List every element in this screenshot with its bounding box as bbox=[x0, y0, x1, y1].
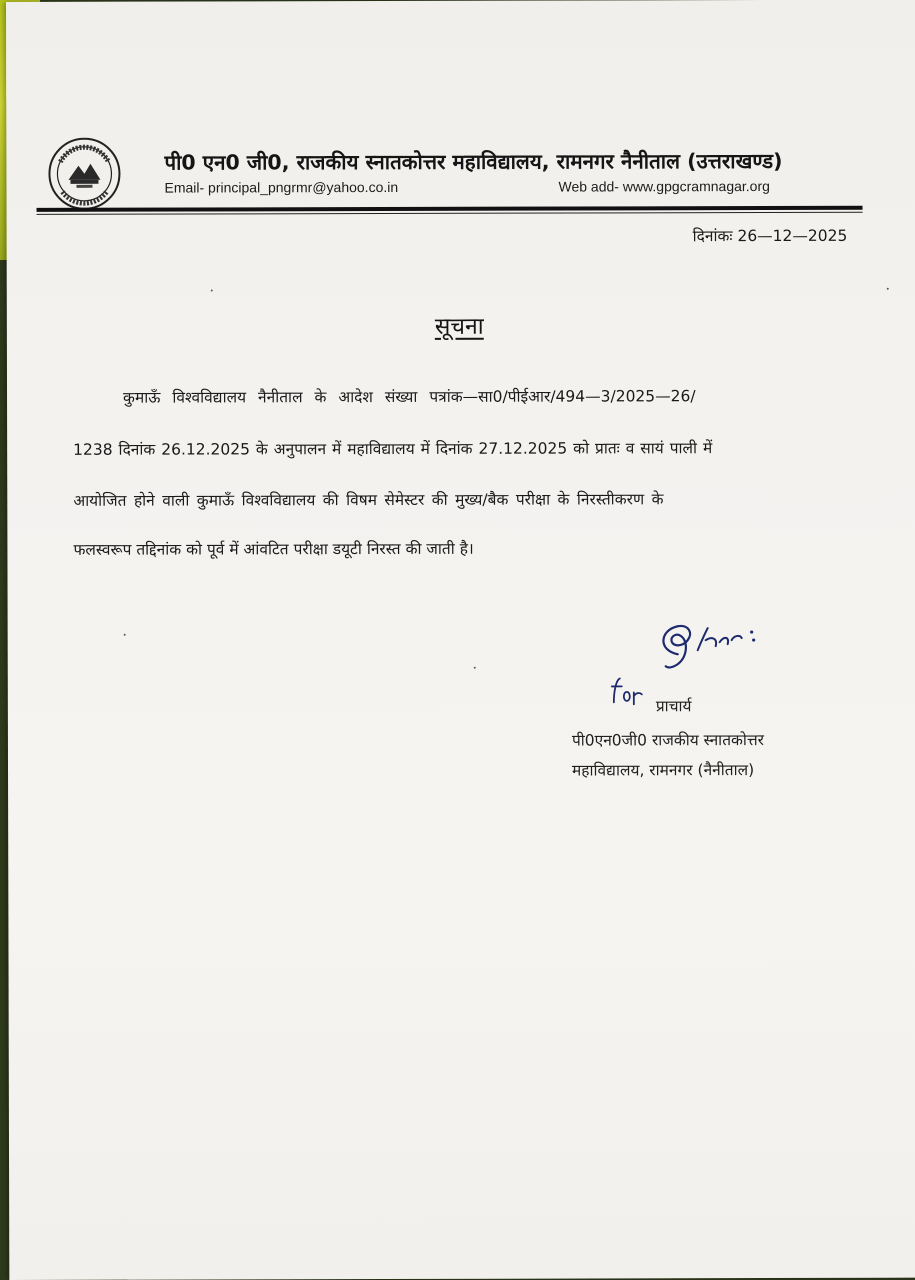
college-name: पी0 एन0 जी0, राजकीय स्नातकोत्तर महाविद्यालय, रामनगर नैनीताल (उत्तराखण्ड) bbox=[164, 148, 783, 175]
header-divider bbox=[37, 206, 863, 212]
notice-body-line: आयोजित होने वाली कुमाऊँ विश्वविद्यालय की विषम सेमेस्टर की मुख्य/बैक परीक्षा के निरस्तीकरण के bbox=[73, 490, 664, 510]
paper-speck bbox=[211, 289, 213, 291]
paper-speck bbox=[124, 634, 126, 636]
signatory-institution: पी0एन0जी0 राजकीय स्नातकोत्तर bbox=[571, 731, 765, 750]
signatory-title: प्राचार्य bbox=[655, 697, 692, 716]
paper-speck bbox=[474, 667, 476, 669]
college-email: Email- principal_pngrmr@yahoo.co.in bbox=[164, 178, 399, 196]
paper-speck bbox=[887, 288, 889, 290]
header-divider-thin bbox=[37, 212, 863, 215]
notice-body-line: कुमाऊँ विश्वविद्यालय नैनीताल के आदेश संख्या पत्रांक—सा0/पीईआर/494—3/2025—26/ bbox=[123, 387, 696, 407]
signature-block bbox=[568, 610, 869, 811]
notice-document bbox=[6, 0, 915, 1280]
notice-body-line: फलस्वरूप तद्दिनांक को पूर्व में आंवटित परीक्षा डयूटी निरस्त की जाती है। bbox=[73, 539, 474, 559]
college-website: Web add- www.gpgcramnagar.org bbox=[558, 178, 770, 195]
for-initials-mark bbox=[608, 672, 648, 712]
handwritten-signature bbox=[648, 610, 788, 680]
notice-body-line: 1238 दिनांक 26.12.2025 के अनुपालन में महाविद्यालय में दिनांक 27.12.2025 को प्रातः व सायं पाली में bbox=[73, 439, 713, 459]
signatory-location: महाविद्यालय, रामनगर (नैनीताल) bbox=[571, 761, 755, 780]
notice-date: दिनांकः 26—12—2025 bbox=[692, 226, 848, 246]
college-emblem-icon bbox=[46, 136, 122, 212]
notice-title: सूचना bbox=[434, 313, 484, 340]
